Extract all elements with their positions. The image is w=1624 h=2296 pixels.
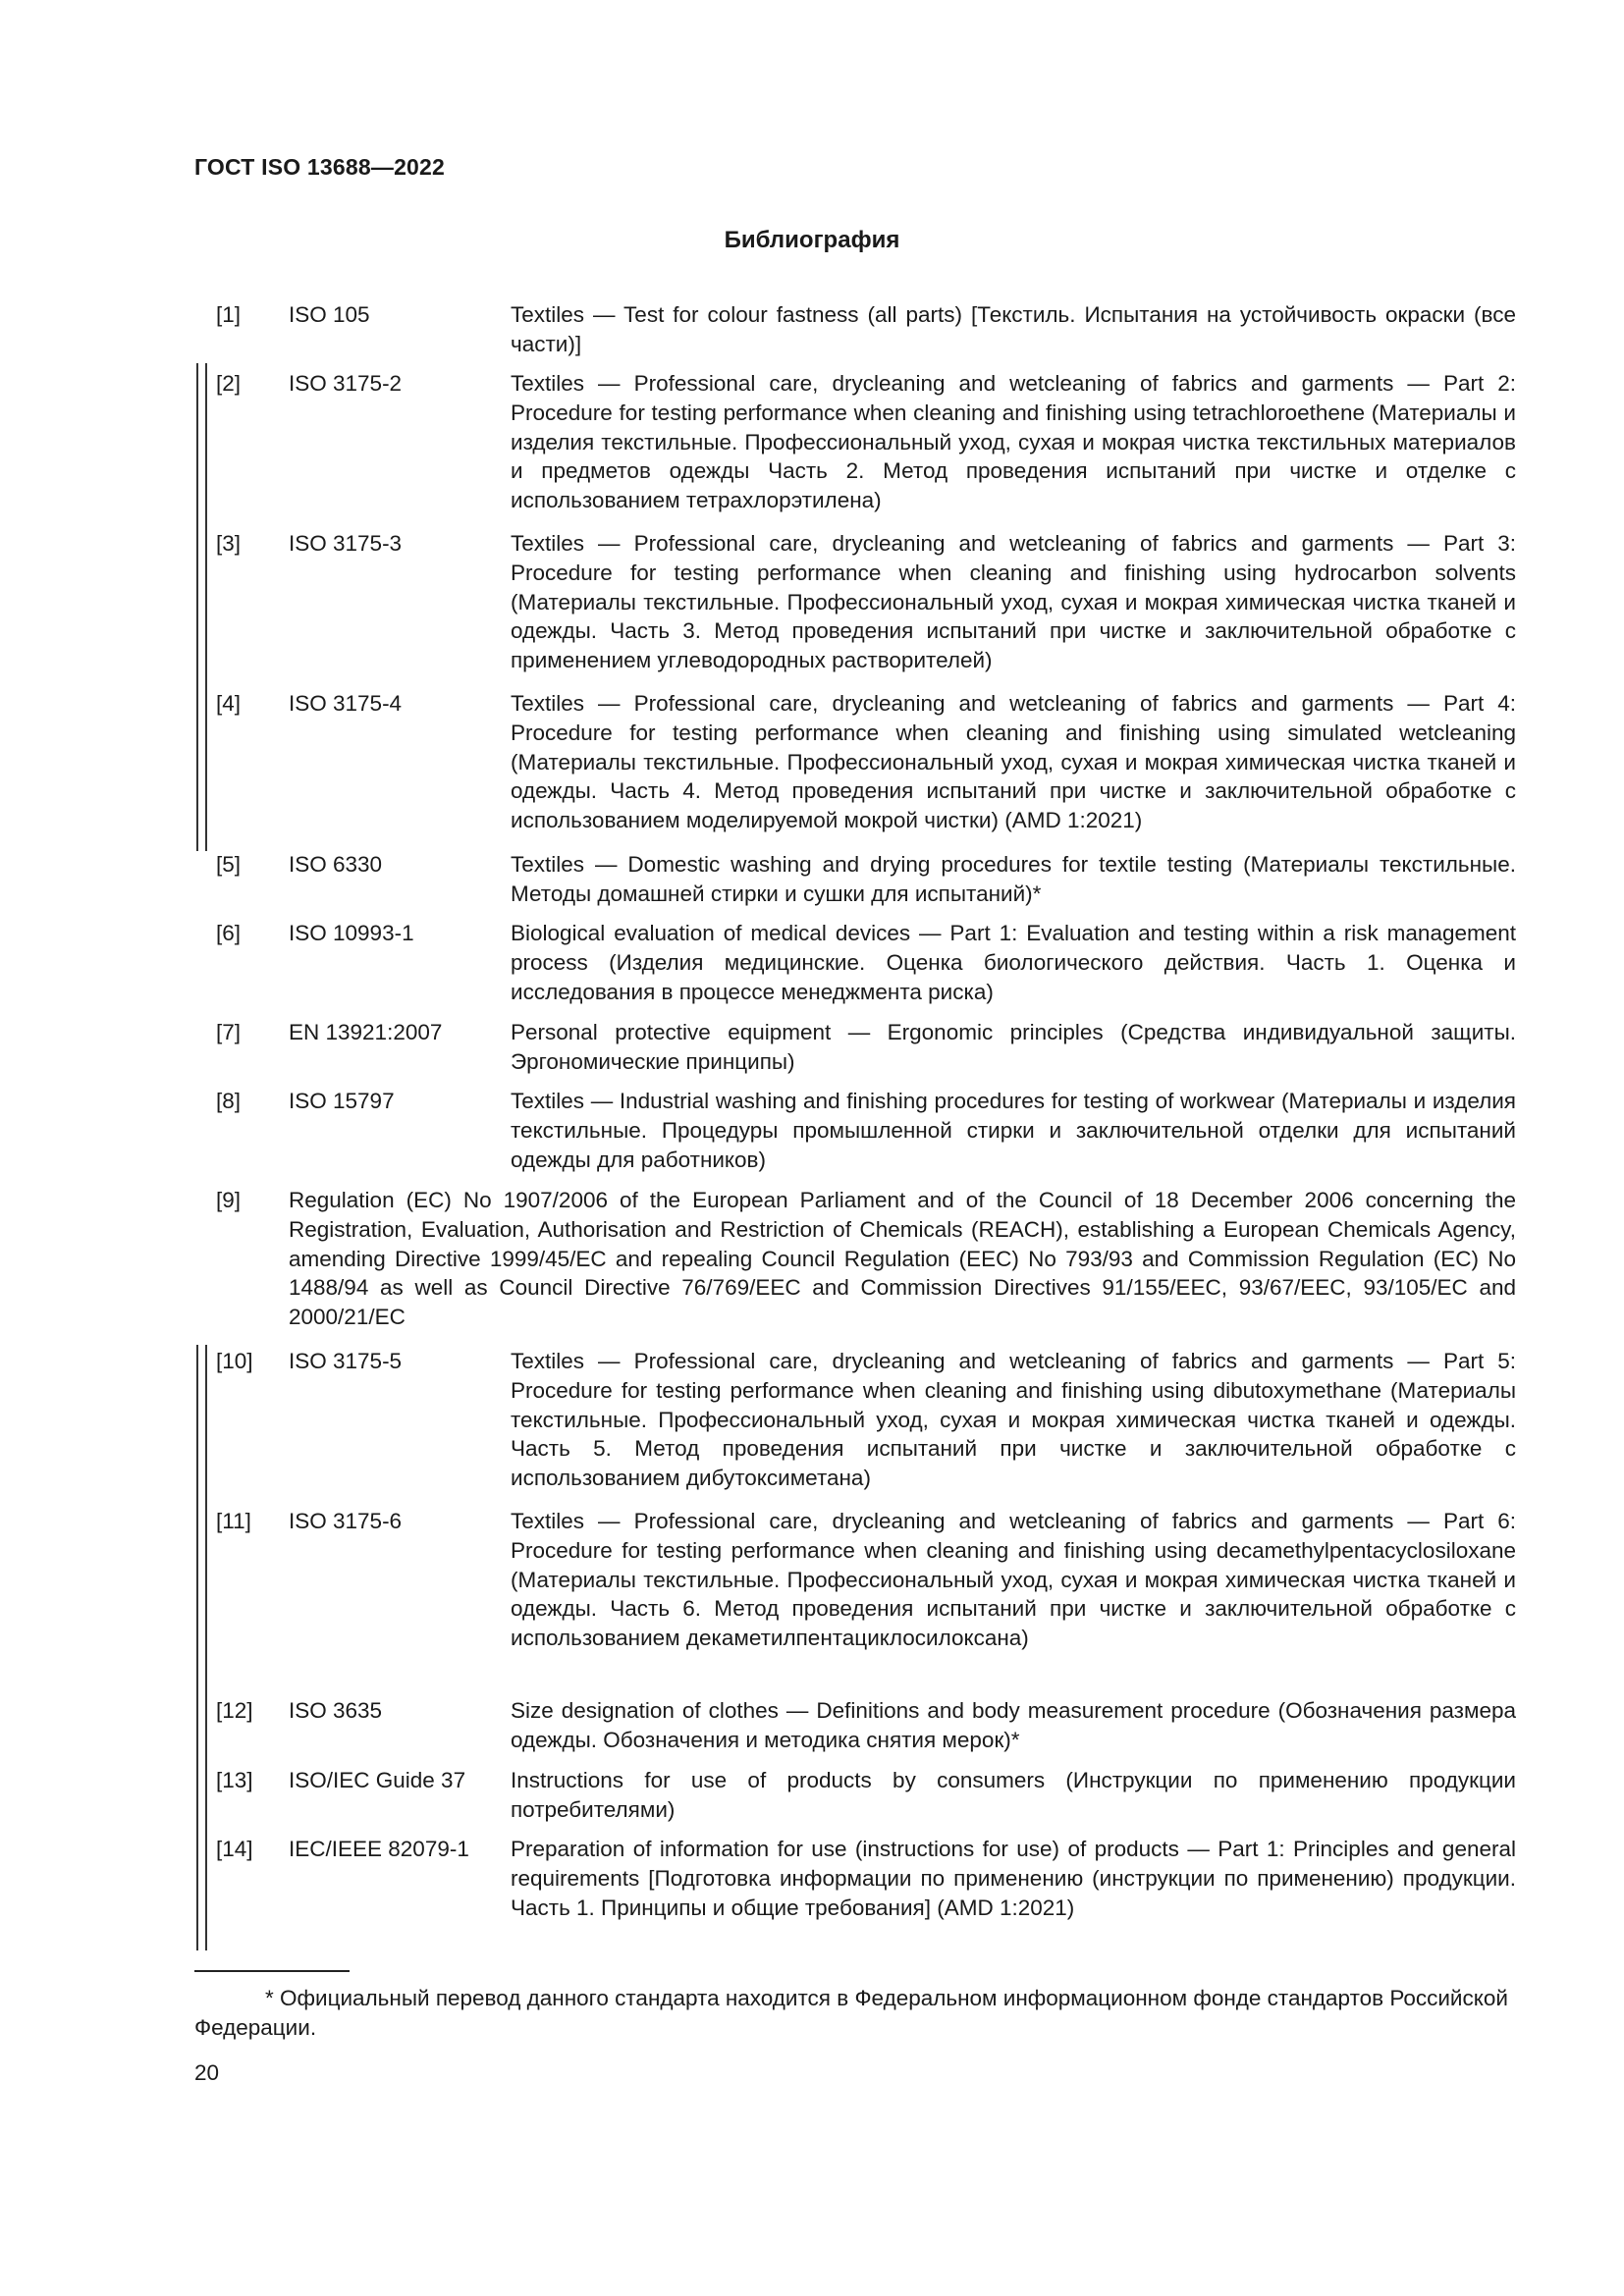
entry-number: [10] (216, 1349, 253, 1373)
entry-number: [7] (216, 1020, 242, 1044)
document-header: ГОСТ ISO 13688—2022 (194, 154, 446, 180)
footnote: * Официальный перевод данного стандарта находится в Федеральном информационном фонде стандартов Российской Федерации. (194, 1986, 1508, 2040)
entry-description: Textiles — Professional care, drycleaning and wetcleaning of fabrics and garments — Part 2: Procedure for testing performance when cleaning and finishing using tetrachloroethene (Материалы и изделия текстильные. Профессиональный уход, сухая и мокрая чистка текстильных материалов и предметов одежды Часть 2. Метод проведения испытаний при чистке и отделке с использованием тетрахлорэтилена) (511, 371, 1516, 513)
entry-number: [8] (216, 1089, 242, 1113)
entry-number: [5] (216, 852, 242, 877)
entry-code: ISO 3175-4 (289, 691, 403, 716)
entry-code: IEC/IEEE 82079-1 (289, 1837, 469, 1861)
entry-description: Textiles — Professional care, drycleaning and wetcleaning of fabrics and garments — Part 6: Procedure for testing performance when cleaning and finishing using decamethylpentacyclosiloxane (Материалы текстильные. Профессиональный уход, сухая и мокрая химическая чистка тканей и одежды. Часть 6. Метод проведения испытаний при чистке и заключительной обработке с использованием декаметилпентациклосилоксана) (511, 1509, 1516, 1651)
entry-description: Textiles — Industrial washing and finishing procedures for testing of workwear (Материалы и изделия текстильные. Процедуры промышленной стирки и заключительной отделки для испытаний одежды для работников) (511, 1089, 1516, 1172)
entry-description: Textiles — Professional care, drycleaning and wetcleaning of fabrics and garments — Part 5: Procedure for testing performance when cleaning and finishing using dibutoxymethane (Материалы текстильные. Профессиональный уход, сухая и мокрая химическая чистка тканей и одежды. Часть 5. Метод проведения испытаний при чистке и заключительной обработке с использованием дибутоксиметана) (511, 1349, 1516, 1491)
entry-number: [1] (216, 302, 242, 327)
entry-description: Textiles — Professional care, drycleaning and wetcleaning of fabrics and garments — Part 3: Procedure for testing performance when cleaning and finishing using hydrocarbon solvents (Материалы текстильные. Профессиональный уход, сухая и мокрая химическая чистка тканей и одежды. Часть 3. Метод проведения испытаний при чистке и заключительной обработке с применением углеводородных растворителей) (511, 531, 1516, 673)
entry-number: [3] (216, 531, 242, 556)
entry-description: Preparation of information for use (instructions for use) of products — Part 1: Principles and general requirements [Подготовка информации по применению (инструкции по применению) продукции. Часть 1. Принципы и общие требования] (AMD 1:2021) (511, 1837, 1516, 1920)
entry-description: Biological evaluation of medical devices — Part 1: Evaluation and testing within a risk management process (Изделия медицинские. Оценка биологического действия. Часть 1. Оценка и исследования в процессе менеджмента риска) (511, 921, 1516, 1004)
entry-description: Textiles — Domestic washing and drying procedures for textile testing (Материалы текстильные. Методы домашней стирки и сушки для испытаний)* (511, 852, 1516, 906)
entry-description: Instructions for use of products by consumers (Инструкции по применению продукции потребителями) (511, 1768, 1516, 1822)
entry-description: Size designation of clothes — Definitions and body measurement procedure (Обозначения размера одежды. Обозначения и методика снятия мерок)* (511, 1698, 1516, 1752)
entry-code: ISO 6330 (289, 852, 383, 877)
entry-code: ISO 3175-6 (289, 1509, 403, 1533)
entry-code: EN 13921:2007 (289, 1020, 443, 1044)
entry-number: [14] (216, 1837, 253, 1861)
entry-code: ISO/IEC Guide 37 (289, 1768, 466, 1792)
entry-number: [2] (216, 371, 242, 396)
entry-description: Textiles — Test for colour fastness (all parts) [Текстиль. Испытания на устойчивость окраски (все части)] (511, 302, 1516, 356)
entry-description: Regulation (EC) No 1907/2006 of the European Parliament and of the Council of 18 December 2006 concerning the Registration, Evaluation, Authorisation and Restriction of Chemicals (REACH), establishing a European Chemicals Agency, amending Directive 1999/45/EC and repealing Council Regulation (EEC) No 793/93 and Commission Regulation (EC) No 1488/94 as well as Council Directive 76/769/EEC and Commission Directives 91/155/EEC, 93/67/EEC, 93/105/EC and 2000/21/EC (289, 1188, 1516, 1330)
entry-code: ISO 3175-3 (289, 531, 403, 556)
entry-number: [4] (216, 691, 242, 716)
entry-code: ISO 3635 (289, 1698, 383, 1723)
entry-code: ISO 3175-2 (289, 371, 403, 396)
entry-description: Personal protective equipment — Ergonomic principles (Средства индивидуальной защиты. Эргономические принципы) (511, 1020, 1516, 1074)
entry-code: ISO 3175-5 (289, 1349, 403, 1373)
entry-number: [11] (216, 1509, 251, 1533)
entry-code: ISO 10993-1 (289, 921, 414, 945)
entry-code: ISO 105 (289, 302, 370, 327)
entry-number: [6] (216, 921, 242, 945)
section-title: Библиография (724, 227, 900, 253)
footnote-rule (194, 1970, 350, 1972)
entry-number: [12] (216, 1698, 253, 1723)
entry-description: Textiles — Professional care, drycleaning and wetcleaning of fabrics and garments — Part 4: Procedure for testing performance when cleaning and finishing using simulated wetcleaning (Материалы текстильные. Профессиональный уход, сухая и мокрая химическая чистка тканей и одежды. Часть 4. Метод проведения испытаний при чистке и заключительной обработке с использованием моделируемой мокрой чистки) (AMD 1:2021) (511, 691, 1516, 833)
entry-number: [9] (216, 1188, 242, 1212)
entry-number: [13] (216, 1768, 253, 1792)
page-number: 20 (194, 2060, 220, 2085)
entry-code: ISO 15797 (289, 1089, 395, 1113)
